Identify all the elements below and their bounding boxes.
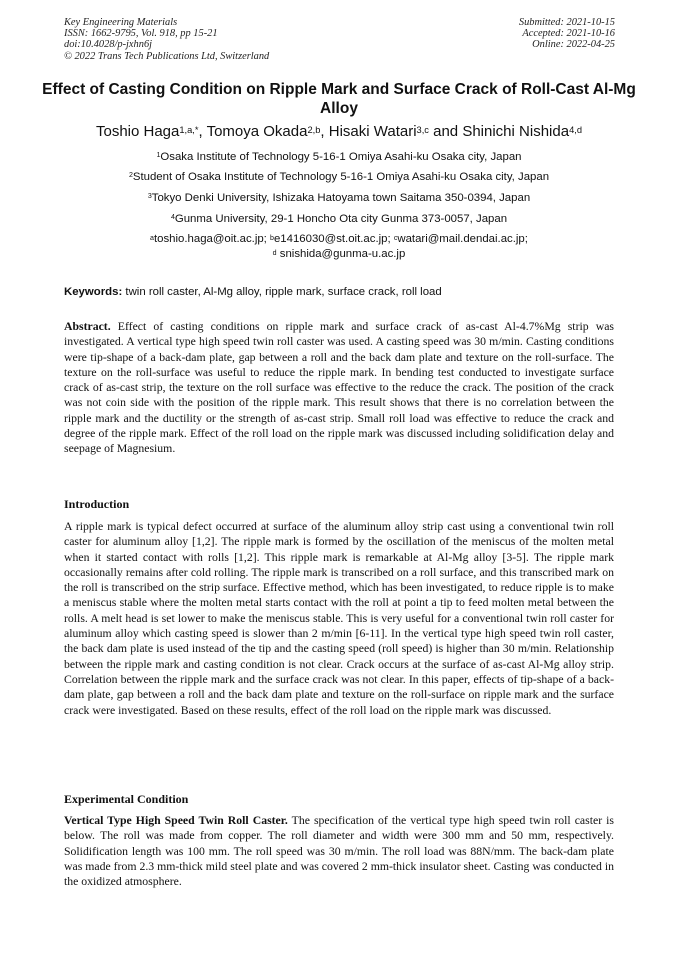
affiliation-text: Tokyo Denki University, Ishizaka Hatoyama town Saitama 350-0394, Japan [151, 192, 531, 204]
email-a[interactable]: toshio.haga@oit.ac.jp; [153, 233, 267, 245]
email-marker: c [393, 234, 398, 242]
online-date: Online: 2022-04-25 [532, 39, 615, 51]
author-affil-marker: 1,a,* [179, 125, 199, 136]
doi-line: doi:10.4028/p-jxhn6j [64, 39, 153, 51]
abstract [64, 319, 614, 457]
affiliation-text: Student of Osaka Institute of Technology 5-16-1 Omiya Asahi-ku Osaka city, Japan [132, 171, 550, 183]
author-affil-marker: 4,d [569, 125, 582, 136]
author-name: Tomoya Okada [206, 123, 308, 140]
affiliation-number: 2 [128, 171, 133, 179]
email-b[interactable]: e1416030@st.oit.ac.jp; [273, 233, 391, 245]
affiliation-number: 4 [170, 213, 175, 221]
author-separator: and [428, 123, 463, 140]
author-list [30, 122, 648, 142]
publication-dates [395, 17, 615, 51]
author-name: Hisaki Watari [328, 123, 417, 140]
copyright-line: © 2022 Trans Tech Publications Ltd, Switzerland [64, 50, 270, 62]
issn-line: ISSN: 1662-9795, Vol. 918, pp 15-21 [64, 28, 218, 40]
journal-info [64, 17, 394, 62]
author-affil-marker: 2,b [307, 125, 321, 136]
affiliation-number: 3 [147, 192, 152, 200]
author-name: Toshio Haga [95, 123, 180, 140]
affiliation-1 [30, 150, 648, 164]
affiliation-number: 1 [156, 151, 161, 159]
email-marker: a [150, 234, 154, 242]
email-marker: b [270, 234, 274, 242]
keywords-label: Keywords: [64, 286, 123, 298]
keywords-text: twin roll caster, Al-Mg alloy, ripple mark, surface crack, roll load [125, 286, 442, 298]
email-line-1 [30, 232, 648, 247]
introduction-heading: Introduction [64, 497, 130, 511]
journal-name: Key Engineering Materials [64, 17, 178, 28]
accepted-date: Accepted: 2021-10-16 [522, 28, 615, 40]
abstract-label: Abstract. [64, 320, 111, 333]
submitted-date: Submitted: 2021-10-15 [518, 17, 615, 28]
email-d[interactable]: snishida@gunma-u.ac.jp [279, 248, 406, 260]
email-block [30, 232, 648, 262]
affiliation-4 [30, 212, 648, 226]
affiliation-2 [30, 170, 648, 184]
introduction-text: A ripple mark is typical defect occurred at surface of the aluminum alloy strip cast using a conventional twin roll caster for aluminum alloy [1,2]. The ripple mark is formed by the oscillation of the meniscus of the molten metal when it started contact with rolls [1,2]. This ripple mark is remarkable at Al-Mg alloy [3-5]. The ripple mark occasionally remains after cold rolling. The ripple mark is transcribed on a roll surface, and this transcribed mark on the roll is transcribed on the strip surface. Effective method, which has been investigated, to reduce ripple is to make a meniscus stable where the molten metal starts contact with the roll at point a tip to feed molten metal between the rolls. A melt head is set lower to make the meniscus stable. This is very useful for a conventional twin roll caster for aluminum alloy which casting speed is slower than 2 m/min [6-11]. In the vertical type high speed twin roll caster, the back dam plate is used instead of the tip and the casting speed (roll speed) is higher than 30 m/min. Relationship between the ripple mark and casting condition is not clear. Crack occurs at the surface of as-cast Al-Mg alloy strip. Correlation between the ripple mark and the surface crack was not clear. In this paper, effects of tip-shape of a back-dam plate, gap between a roll and the back dam plate and texture on the roll-surface on ripple mark and the surface crack were investigated. Based on these results, effect of the roll load on the ripple mark was discussed. [64, 520, 614, 717]
experimental-paragraph [64, 813, 614, 889]
author-separator: , [320, 123, 329, 140]
author-affil-marker: 3,c [416, 125, 429, 136]
keywords [64, 285, 624, 299]
experimental-text: The specification of the vertical type high speed twin roll caster is below. The roll was made from copper. The roll diameter and width were 300 mm and 50 mm, respectively. Solidification length was 100 mm. The roll speed was 30 m/min. The roll load was 88N/mm. The back-dam plate was made from 2.3 mm-thick mild steel plate and was covered 2 mm-thick insulator sheet. Casting was conducted in the oxidized atmosphere. [64, 814, 614, 889]
affiliation-text: Gunma University, 29-1 Honcho Ota city Gunma 373-0057, Japan [174, 213, 508, 225]
affiliation-text: Osaka Institute of Technology 5-16-1 Omiya Asahi-ku Osaka city, Japan [160, 151, 522, 163]
author-separator: , [198, 123, 207, 140]
experimental-heading: Experimental Condition [64, 792, 189, 806]
email-line-2 [30, 247, 648, 262]
author-name: Shinichi Nishida [462, 123, 570, 140]
abstract-text: Effect of casting conditions on ripple mark and surface crack of as-cast Al-4.7%Mg strip was investigated. A vertical type high speed twin roll caster was used. A casting speed was 30 m/min. Casting conditions were tip-shape of a back-dam plate, gap between a roll and the back dam plate and texture on the roll-surface. The texture on the roll-surface was useful to reduce the ripple mark. In bending test conducted to investigate surface crack of as-cast strip, the texture on the roll surface was effective to the reduce the crack. The position of the crack was not coin side with the position of the ripple mark. This result shows that there is no correlation between the ripple mark and the ductility or the strength of as-cast strip. Small roll load was effective to reduce the crack and degree of the ripple mark. Effect of the roll load on the ripple mark was discussed including solidification delay and seepage of Magnesium. [64, 320, 614, 456]
experimental-subheading: Vertical Type High Speed Twin Roll Caster. [64, 814, 288, 827]
email-marker: d [272, 249, 277, 257]
affiliation-3 [30, 191, 648, 205]
paper-title: Effect of Casting Condition on Ripple Mark and Surface Crack of Roll-Cast Al-Mg Alloy [42, 81, 636, 117]
email-c[interactable]: watari@mail.dendai.ac.jp; [397, 233, 528, 245]
